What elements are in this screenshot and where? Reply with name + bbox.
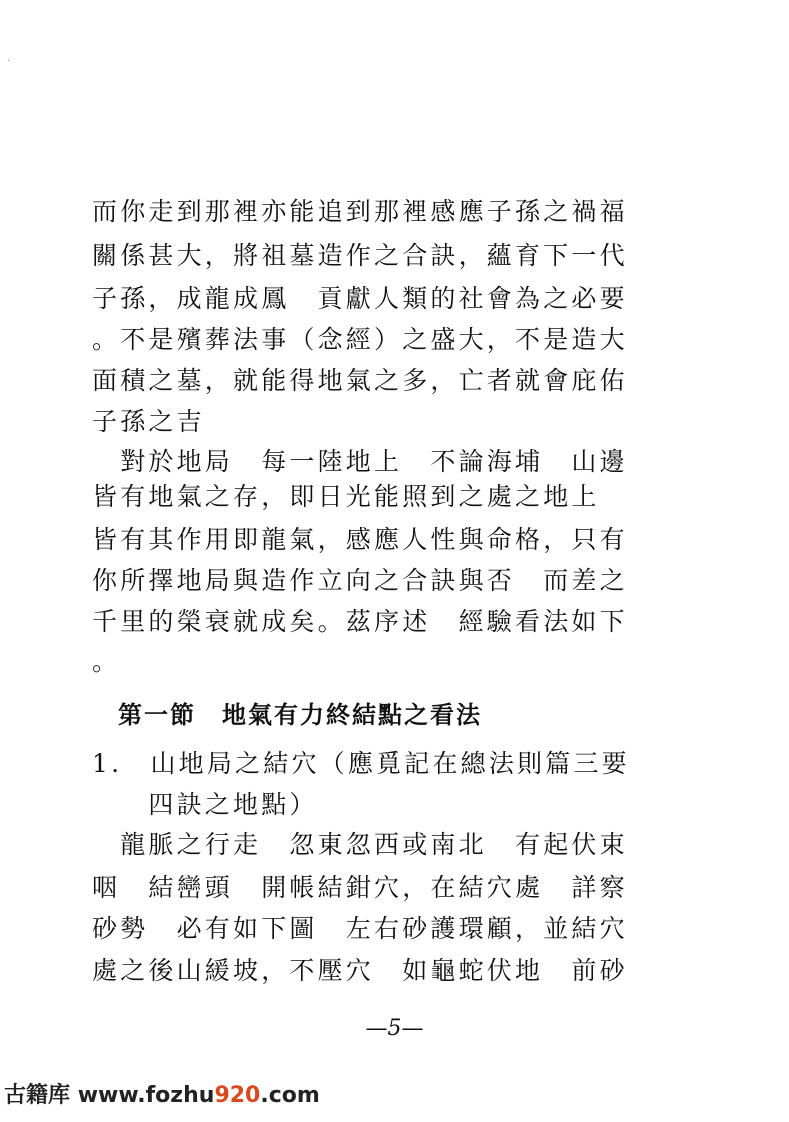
body-line: 面積之墓，就能得地氣之多，亡者就會庇佑 bbox=[92, 366, 628, 395]
body-line: 子孫之吉 bbox=[92, 407, 205, 436]
body-line: 子孫，成龍成鳳 貢獻人類的社會為之必要 bbox=[92, 284, 628, 313]
watermark-site-name: 古籍库 bbox=[4, 1083, 71, 1108]
watermark-url-accent: 920 bbox=[214, 1083, 261, 1108]
scan-artifact bbox=[8, 60, 9, 61]
watermark bbox=[4, 1082, 320, 1110]
body-line: 你所擇地局與造作立向之合訣與否 而差之 bbox=[92, 566, 628, 595]
body-line: 對於地局 每一陸地上 不論海埔 山邊 bbox=[92, 447, 628, 476]
watermark-url-suffix: .com bbox=[260, 1083, 320, 1108]
section-heading: 第一節 地氣有力終結點之看法 bbox=[118, 701, 482, 729]
watermark-url-prefix: www.fozhu bbox=[77, 1083, 215, 1108]
body-line: 而你走到那裡亦能追到那裡感應子孫之禍福 bbox=[92, 197, 628, 226]
body-line: 關係甚大，將祖墓造作之合訣，蘊育下一代 bbox=[92, 241, 628, 270]
body-line: 皆有地氣之存，即日光能照到之處之地上 bbox=[92, 482, 600, 511]
page-number: —5— bbox=[365, 1016, 424, 1041]
body-line: 千里的榮衰就成矣。茲序述 經驗看法如下 bbox=[92, 607, 628, 636]
body-line: 。 bbox=[92, 647, 121, 676]
item-line: 處之後山緩坡，不壓穴 如龜蛇伏地 前砂 bbox=[92, 956, 628, 985]
item-line: 四訣之地點） bbox=[92, 790, 318, 819]
item-line: 龍脈之行走 忽東忽西或南北 有起伏束 bbox=[92, 830, 628, 859]
body-line: 皆有其作用即龍氣，感應人性與命格，只有 bbox=[92, 525, 628, 554]
body-line: 。不是殯葬法事（念經）之盛大，不是造大 bbox=[92, 325, 628, 354]
item-line: 1. 山地局之結穴（應覓記在總法則篇三要 bbox=[92, 749, 630, 778]
item-line: 咽 結巒頭 開帳結鉗穴，在結穴處 詳察 bbox=[92, 873, 628, 902]
item-line: 砂勢 必有如下圖 左右砂護環顧，並結穴 bbox=[92, 914, 628, 943]
